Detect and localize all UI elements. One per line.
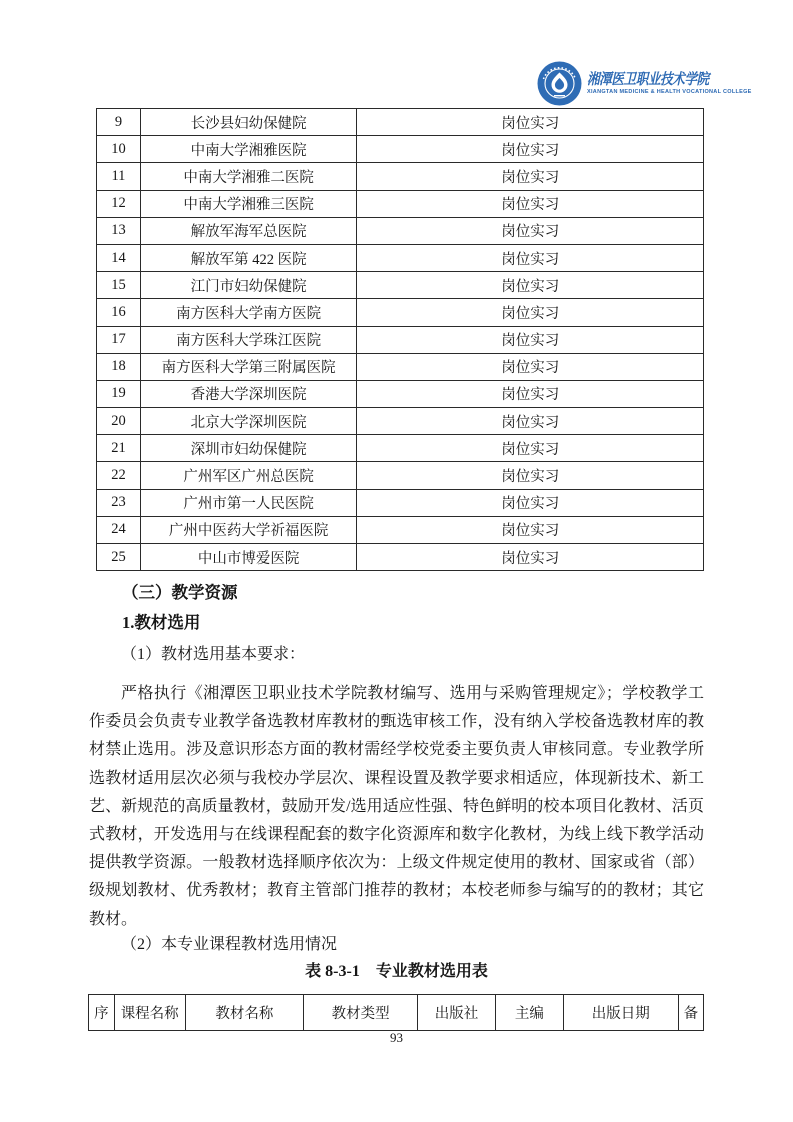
hospital-name: 广州市第一人民医院: [140, 489, 357, 516]
internship-type: 岗位实习: [357, 272, 704, 299]
column-header: 出版社: [418, 995, 496, 1031]
table-row: [97, 380, 704, 407]
college-emblem-icon: [537, 61, 582, 106]
college-name-block: [587, 72, 752, 96]
internship-type: 岗位实习: [357, 544, 704, 571]
hospital-name: 南方医科大学南方医院: [140, 299, 357, 326]
hospital-name: 南方医科大学珠江医院: [140, 326, 357, 353]
college-name-en: XIANGTAN MEDICINE & HEALTH VOCATIONAL COLLEGE: [587, 88, 752, 95]
table-row: [97, 462, 704, 489]
table-header-row: [89, 995, 704, 1031]
internship-type: 岗位实习: [357, 244, 704, 271]
internship-type: 岗位实习: [357, 353, 704, 380]
table-row: [97, 544, 704, 571]
table-row: [97, 326, 704, 353]
column-header: 出版日期: [563, 995, 678, 1031]
column-header: 主编: [496, 995, 564, 1031]
table-row: [97, 244, 704, 271]
college-logo: [537, 61, 752, 106]
row-number: 14: [97, 244, 141, 271]
column-header: 备: [678, 995, 703, 1031]
column-header: 教材类型: [304, 995, 418, 1031]
textbook-policy-paragraph: 严格执行《湘潭医卫职业技术学院教材编写、选用与采购管理规定》；学校教学工作委员会负责专业教学备选教材库教材的甄选审核工作，没有纳入学校备选教材库的教材禁止选用。涉及意识形态方面的教材需经学校党委主要负责人审核同意。专业教学所选教材适用层次必须与我校办学层次、课程设置及教学要求相适应，体现新技术、新工艺、新规范的高质量教材，鼓励开发/选用适应性强、特色鲜明的校本项目化教材、活页式教材，开发选用与在线课程配套的数字化资源库和数字化教材，为线上线下教学活动提供教学资源。一般教材选择顺序依次为：上级文件规定使用的教材、国家或省（部）级规划教材、优秀教材；教育主管部门推荐的教材；本校老师参与编写的的教材；其它教材。: [89, 685, 704, 928]
internship-type: 岗位实习: [357, 217, 704, 244]
row-number: 13: [97, 217, 141, 244]
hospital-name: 解放军海军总医院: [140, 217, 357, 244]
row-number: 18: [97, 353, 141, 380]
hospital-name: 香港大学深圳医院: [140, 380, 357, 407]
table-row: [97, 163, 704, 190]
column-header: 序: [89, 995, 115, 1031]
row-number: 22: [97, 462, 141, 489]
table-row: [97, 489, 704, 516]
table-row: [97, 217, 704, 244]
item2-label: （2）本专业课程教材选用情况: [121, 936, 338, 953]
row-number: 24: [97, 516, 141, 543]
hospital-name: 南方医科大学第三附属医院: [140, 353, 357, 380]
column-header: 课程名称: [114, 995, 185, 1031]
internship-type: 岗位实习: [357, 299, 704, 326]
section-title: （三）教学资源: [122, 583, 238, 602]
table-row: [97, 408, 704, 435]
hospital-name: 中南大学湘雅三医院: [140, 190, 357, 217]
hospital-name: 中南大学湘雅医院: [140, 136, 357, 163]
hospital-name: 北京大学深圳医院: [140, 408, 357, 435]
internship-type: 岗位实习: [357, 163, 704, 190]
table-row: [97, 272, 704, 299]
internship-type: 岗位实习: [357, 462, 704, 489]
internship-type: 岗位实习: [357, 109, 704, 136]
row-number: 12: [97, 190, 141, 217]
table-row: [97, 516, 704, 543]
hospital-name: 广州军区广州总医院: [140, 462, 357, 489]
row-number: 10: [97, 136, 141, 163]
internship-type: 岗位实习: [357, 380, 704, 407]
subsection-title: 1.教材选用: [122, 613, 201, 632]
internship-type: 岗位实习: [357, 326, 704, 353]
row-number: 23: [97, 489, 141, 516]
row-number: 19: [97, 380, 141, 407]
hospital-name: 广州中医药大学祈福医院: [140, 516, 357, 543]
table-row: [97, 435, 704, 462]
internship-type: 岗位实习: [357, 136, 704, 163]
column-header: 教材名称: [185, 995, 304, 1031]
hospital-name: 中南大学湘雅二医院: [140, 163, 357, 190]
row-number: 25: [97, 544, 141, 571]
row-number: 11: [97, 163, 141, 190]
row-number: 9: [97, 109, 141, 136]
textbook-table-caption: 表 8-3-1 专业教材选用表: [305, 963, 488, 980]
table-row: [97, 136, 704, 163]
table-row: [97, 109, 704, 136]
page-number: 93: [390, 1030, 403, 1045]
hospital-name: 解放军第 422 医院: [140, 244, 357, 271]
row-number: 17: [97, 326, 141, 353]
row-number: 15: [97, 272, 141, 299]
hospital-name: 深圳市妇幼保健院: [140, 435, 357, 462]
item1-label: （1）教材选用基本要求：: [121, 646, 306, 663]
textbook-selection-table: [88, 994, 704, 1031]
internship-hospital-table: [96, 108, 704, 571]
row-number: 20: [97, 408, 141, 435]
row-number: 16: [97, 299, 141, 326]
row-number: 21: [97, 435, 141, 462]
internship-type: 岗位实习: [357, 190, 704, 217]
hospital-name: 中山市博爱医院: [140, 544, 357, 571]
internship-type: 岗位实习: [357, 516, 704, 543]
table-row: [97, 190, 704, 217]
table-row: [97, 353, 704, 380]
internship-type: 岗位实习: [357, 435, 704, 462]
college-name-zh: 湘潭医卫职业技术学院: [587, 71, 709, 88]
hospital-name: 江门市妇幼保健院: [140, 272, 357, 299]
internship-type: 岗位实习: [357, 489, 704, 516]
hospital-name: 长沙县妇幼保健院: [140, 109, 357, 136]
table-row: [97, 299, 704, 326]
internship-type: 岗位实习: [357, 408, 704, 435]
